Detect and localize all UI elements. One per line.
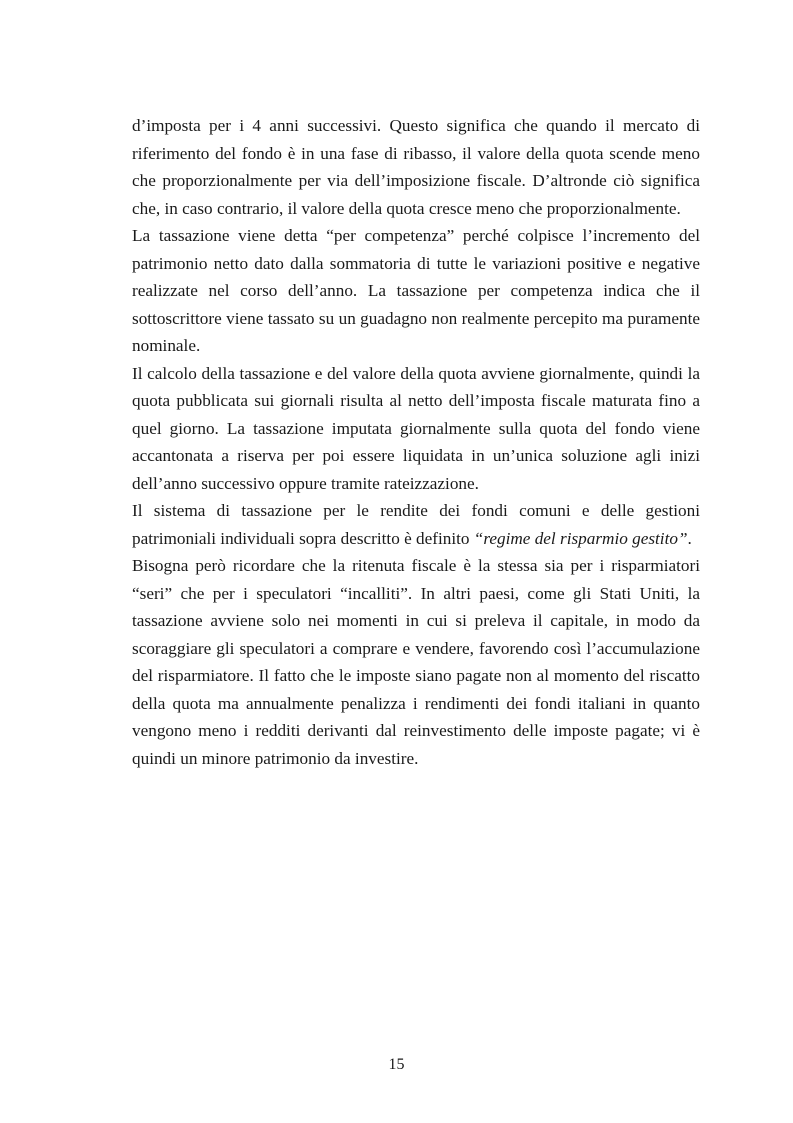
regime-emphasis: “regime del risparmio gestito” — [473, 528, 688, 548]
paragraph-regime-definition — [132, 497, 700, 552]
paragraph-tax-effect: d’imposta per i 4 anni successivi. Questo significa che quando il mercato di riferimento del fondo è in una fase di ribasso, il valore della quota scende meno che proporzionalmente per via dell’imposizione fiscale. D’altronde ciò significa che, in caso contrario, il valore della quota cresce meno che proporzionalmente. — [132, 116, 700, 218]
paragraph-comparison: Bisogna però ricordare che la ritenuta fiscale è la stessa sia per i risparmiatori “seri” che per i speculatori “incalliti”. In altri paesi, come gli Stati Uniti, la tassazione avviene solo nei momenti in cui si preleva il capitale, in modo da scoraggiare gli speculatori a comprare e vendere, favorendo così l’accumulazione del risparmiatore. Il fatto che le imposte siano pagate non al momento del riscatto della quota ma annualmente penalizza i rendimenti dei fondi italiani in quanto vengono meno i redditi derivanti dal reinvestimento delle imposte pagate; vi è quindi un minore patrimonio da investire. — [132, 556, 700, 768]
page-number: 15 — [388, 1056, 405, 1073]
regime-text-after: . — [687, 528, 692, 548]
paragraph-daily-calculation: Il calcolo della tassazione e del valore della quota avviene giornalmente, quindi la quota pubblicata sui giornali risulta al netto dell’imposta fiscale maturata fino a quel giorno. La tassazione imputata giornalmente sulla quota del fondo viene accantonata a riserva per poi essere liquidata in un’unica soluzione agli inizi dell’anno successivo oppure tramite rateizzazione. — [132, 363, 700, 493]
paragraph-accrual-taxation: La tassazione viene detta “per competenza” perché colpisce l’incremento del patrimonio netto dato dalla sommatoria di tutte le variazioni positive e negative realizzate nel corso dell’anno. La tassazione per competenza indica che il sottoscrittore viene tassato su un guadagno non realmente percepito ma puramente nominale. — [132, 226, 700, 355]
body-text — [132, 112, 700, 772]
regime-text-before: Il sistema di tassazione per le rendite dei fondi comuni e delle gestioni patrimoniali individuali sopra descritto è definito — [132, 501, 700, 548]
